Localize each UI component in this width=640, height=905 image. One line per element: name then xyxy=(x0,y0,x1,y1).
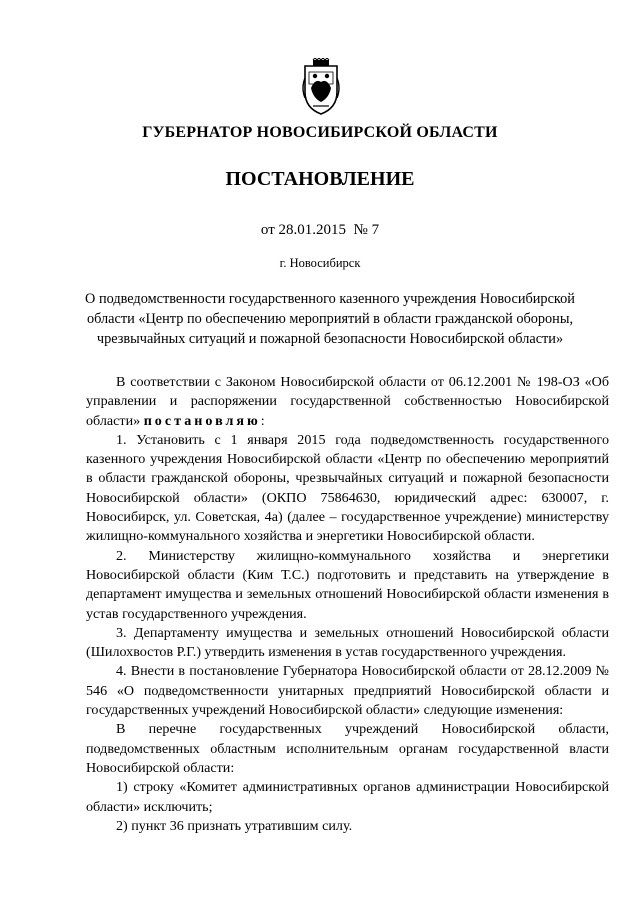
document-body xyxy=(86,373,609,836)
document-city: г. Новосибирск xyxy=(279,256,361,270)
item-paragraph-2: 2. Министерству жилищно-коммунального хозяйства и энергетики Новосибирской области (Ким Т.С.) подготовить и представить на утверждение в департамент имущества и земельных отношений Новосибирской области изменения в устав государственного учреждения. xyxy=(86,547,609,622)
decree-colon: : xyxy=(260,412,265,429)
item-paragraph-5: В перечне государственных учреждений Новосибирской области, подведомственных областным исполнительным органам государственной власти Новосибирской области: xyxy=(86,721,609,776)
preamble-paragraph xyxy=(86,373,609,431)
document-type-title: ПОСТАНОВЛЕНИЕ xyxy=(225,168,415,190)
item-paragraph-4: 4. Внести в постановление Губернатора Новосибирской области от 28.12.2009 № 546 «О подведомственности унитарных предприятий Новосибирской области и государственных учреждений Новосибирской области» следующие изменения: xyxy=(86,663,609,719)
item-paragraph-7: 2) пункт 36 признать утратившим силу. xyxy=(116,817,353,834)
novosibirsk-coat-of-arms-icon xyxy=(301,58,341,116)
item-paragraph-6: 1) строку «Комитет административных органов администрации Новосибирской области» исключить; xyxy=(86,779,609,815)
preamble-text: В соответствии с Законом Новосибирской области от 06.12.2001 № 198-ОЗ «Об управлении и распоряжении государственной собственностью Новосибирской области» xyxy=(86,374,609,429)
document-date-number: от 28.01.2015 № 7 xyxy=(260,222,380,238)
item-paragraph-1: 1. Установить с 1 января 2015 года подведомственность государственного казенного учреждения Новосибирской области «Центр по обеспечению мероприятий в области гражданской обороны, чрезвычайных ситуаций и пожарной безопасности Новосибирской области» (ОКПО 75864630, юридический адрес: 630007, г. Новосибирск, ул. Советская, 4а) (далее – государственное учреждение) министерству жилищно-коммунального хозяйства и энергетики Новосибирской области. xyxy=(86,431,609,545)
issuing-authority: ГУБЕРНАТОР НОВОСИБИРСКОЙ ОБЛАСТИ xyxy=(142,124,498,141)
decree-word: постановляю xyxy=(143,412,261,429)
document-subject: О подведомственности государственного казенного учреждения Новосибирской области «Центр по обеспечению мероприятий в области гражданской обороны, чрезвычайных ситуаций и пожарной безопасности Новосибирской области» xyxy=(85,291,575,347)
item-paragraph-3: 3. Департаменту имущества и земельных отношений Новосибирской области (Шилохвостов Р.Г.) утвердить изменения в устав государственного учреждения. xyxy=(86,624,609,661)
